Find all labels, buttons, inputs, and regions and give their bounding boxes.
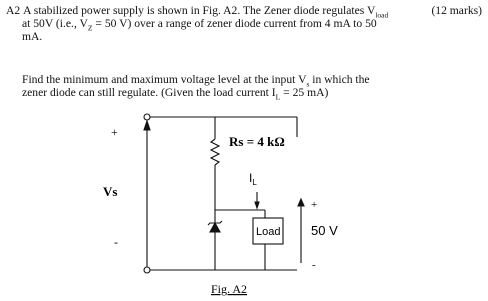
- load-label: Load: [256, 226, 281, 238]
- question-text-1: A stabilized power supply is shown in Fig. A2. The Zener diode regulates V: [23, 4, 376, 17]
- output-voltage: 50 V: [311, 223, 338, 238]
- current-label: $I_L$: [249, 171, 257, 187]
- output-plus: +: [311, 199, 318, 211]
- top-terminal: [144, 114, 150, 120]
- source-label: Vs: [103, 184, 118, 199]
- vz-subscript: Z: [87, 23, 93, 33]
- figure-caption: Fig. A2: [211, 282, 248, 296]
- output-minus: -: [312, 259, 316, 271]
- task-text-2b: = 25 mA): [280, 86, 329, 99]
- vs-subscript: s: [306, 79, 310, 89]
- output-arrow-head: [298, 199, 304, 206]
- current-arrow-head: [255, 202, 259, 208]
- source-arrow-head: [144, 121, 150, 130]
- task-text-1a: Find the minimum and maximum voltage level at the input V: [22, 73, 307, 86]
- vload-subscript: load: [375, 10, 389, 20]
- resistor-rs: [211, 139, 219, 165]
- il-subscript: L: [275, 92, 281, 102]
- task-text-1b: in which the: [309, 73, 370, 86]
- source-minus: -: [114, 235, 118, 249]
- marks-label: (12 marks): [431, 4, 482, 17]
- task-text-2a: zener diode can still regulate. (Given the load current I: [22, 86, 276, 99]
- source-plus: +: [111, 125, 118, 139]
- question-number: A2: [6, 4, 21, 17]
- zener-diode: [210, 223, 220, 232]
- resistor-label: Rs = 4 kΩ: [229, 134, 285, 149]
- bottom-terminal: [144, 267, 150, 273]
- question-text-2a: at 50V (i.e., V: [22, 17, 88, 30]
- question-text-2b: = 50 V) over a range of zener diode current from 4 mA to 50: [92, 17, 377, 30]
- question-line-3: mA.: [22, 30, 43, 43]
